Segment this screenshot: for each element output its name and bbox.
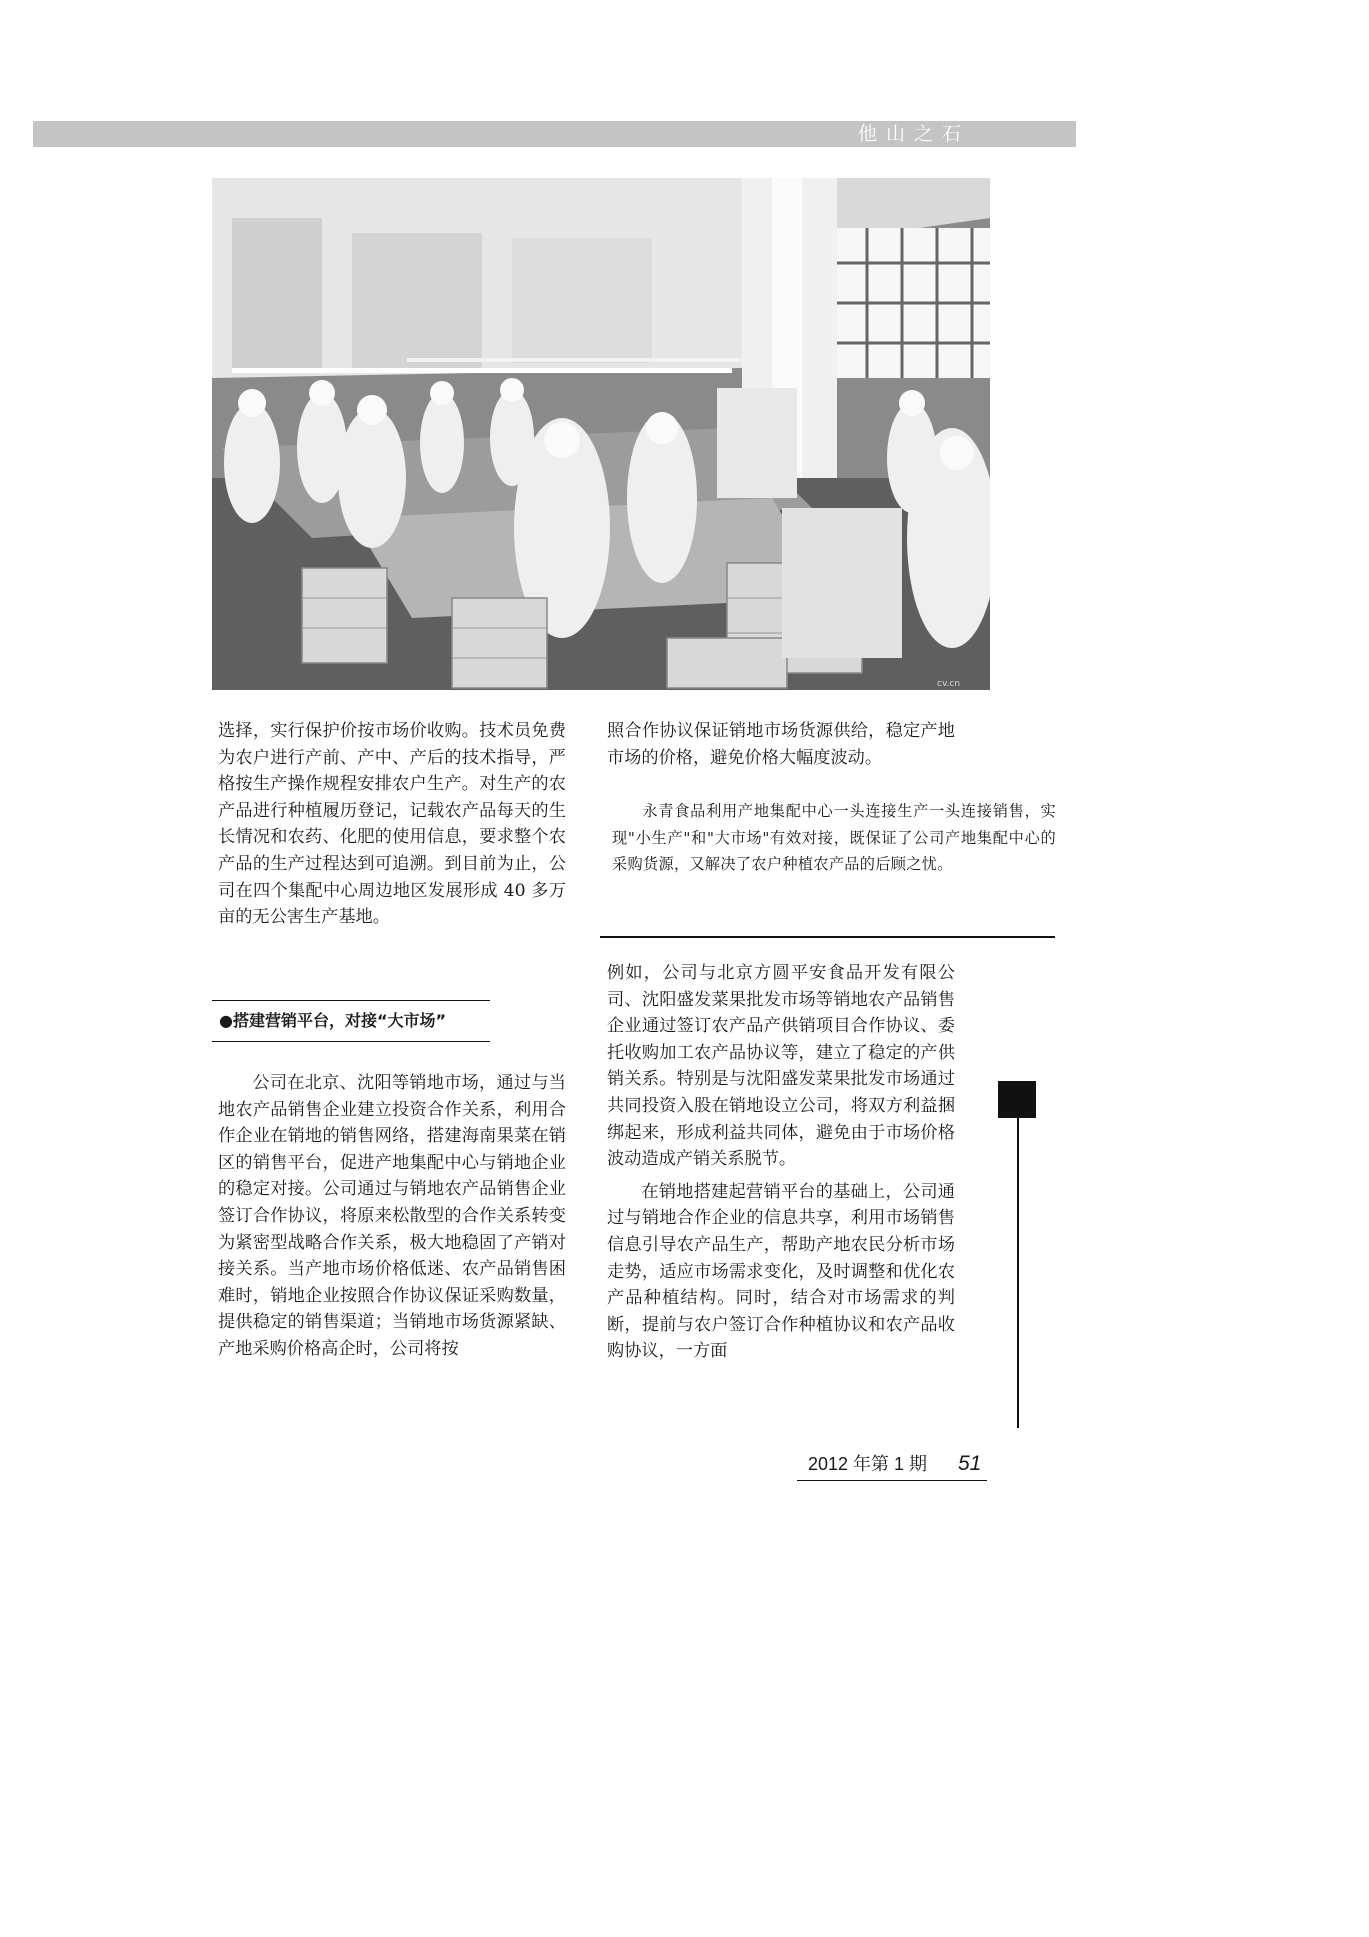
edge-marker-block xyxy=(998,1081,1036,1118)
section-header-band xyxy=(33,121,1076,147)
right-column-para4: 在销地搭建起营销平台的基础上，公司通过与销地合作企业的信息共享，利用市场销售信息引导农产品生产，帮助产地农民分析市场走势，适应市场需求变化，及时调整和优化农产品种植结构。同时，结合对市场需求的判断，提前与农户签订合作种植协议和农产品收购协议，一方面 xyxy=(607,1181,955,1362)
section-heading: ●搭建营销平台，对接“大市场” xyxy=(219,1011,446,1030)
heading-rule-top xyxy=(212,1000,490,1001)
pull-quote: 永青食品利用产地集配中心一头连接生产一头连接销售，实现"小生产"和"大市场"有效对接，既保证了公司产地集配中心的采购货源，又解决了农户种植农产品的后顾之忧。 xyxy=(612,802,1056,873)
footer-rule xyxy=(797,1480,987,1481)
issue-label: 2012 年第 1 期 xyxy=(808,1454,928,1474)
photo-watermark: cv.cn xyxy=(937,679,961,689)
factory-photo xyxy=(212,178,990,690)
left-column-para1: 选择，实行保护价按市场价收购。技术员免费为农户进行产前、产中、产后的技术指导，严格按生产操作规程安排农户生产。对生产的农产品进行种植履历登记，记载农产品每天的生长情况和农药、化肥的使用信息，要求整个农产品的生产过程达到可追溯。到目前为止，公司在四个集配中心周边地区发展形成 40 多万亩的无公害生产基地。 xyxy=(218,721,566,928)
left-column-para2: 公司在北京、沈阳等销地市场，通过与当地农产品销售企业建立投资合作关系，利用合作企业在销地的销售网络，搭建海南果菜在销区的销售平台，促进产地集配中心与销地企业的稳定对接。公司通过与销地农产品销售企业签订合作协议，将原来松散型的合作关系转变为紧密型战略合作关系，极大地稳固了产销对接关系。当产地市场价格低迷、农产品销售困难时，销地企业按照合作协议保证采购数量，提供稳定的销售渠道；当销地市场货源紧缺、产地采购价格高企时，公司将按 xyxy=(218,1073,566,1359)
heading-rule-bottom xyxy=(212,1041,490,1042)
page-number: 51 xyxy=(958,1452,982,1475)
edge-marker-line xyxy=(1017,1118,1019,1428)
photo-factory-workers-icon xyxy=(212,178,990,690)
pull-quote-rule xyxy=(600,936,1055,938)
section-title: 他山之石 xyxy=(857,123,970,145)
right-column-para3: 例如，公司与北京方圆平安食品开发有限公司、沈阳盛发菜果批发市场等销地农产品销售企业通过签订农产品产供销项目合作协议、委托收购加工农产品协议等，建立了稳定的产供销关系。特别是与沈阳盛发菜果批发市场通过共同投资入股在销地设立公司，将双方利益捆绑起来，形成利益共同体，避免由于市场价格波动造成产销关系脱节。 在销地搭建起营销平台的基础上，公司通过与销地合作企业的信息共享，利用市场销售信息引导农产品生产，帮助产地农民分析市场走势，适应市场需求变化，及时调整和优化农产品种植结构。同时，结合对市场需求的判断，提前与农户签订合作种植协议和农产品收购协议，一方面 xyxy=(607,960,955,1365)
right-column-para-top: 照合作协议保证销地市场货源供给，稳定产地市场的价格，避免价格大幅度波动。 xyxy=(607,721,955,768)
